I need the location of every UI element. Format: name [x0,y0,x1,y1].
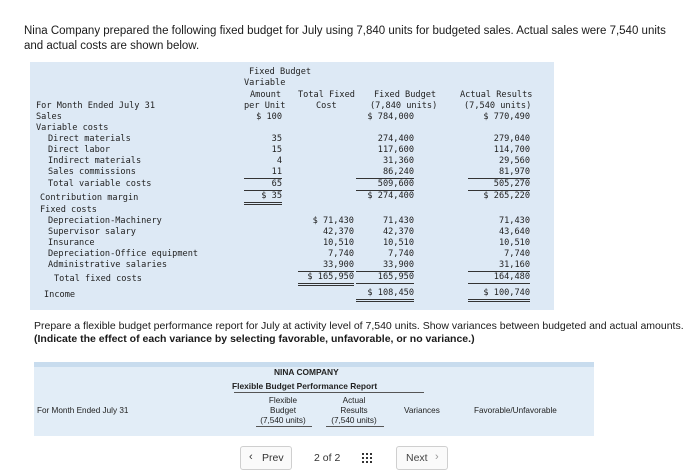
hdr-fixed-budget: Fixed Budget [248,67,312,77]
cell-fixed: 7,740 [328,249,354,259]
col-actual-3: (7,540 units) [331,416,377,425]
title-rule [234,392,424,393]
flex-col-rule [256,426,312,427]
performance-report-table [34,362,594,436]
cell-actual: 279,040 [493,134,530,144]
row-label: Fixed costs [40,205,97,215]
col-actual-2: Results [340,406,368,415]
cell-budget: $ 274,400 [367,191,414,201]
cell-per-unit: $ 35 [244,191,282,205]
cell-budget: 86,240 [356,167,414,179]
instructions-bold: (Indicate the effect of each variance by selecting favorable, unfavorable, or no variance.) [34,333,475,345]
period-label: For Month Ended July 31 [36,101,155,111]
cell-per-unit: 65 [244,179,282,191]
report-title: Flexible Budget Performance Report [232,381,378,391]
row-label: Supervisor salary [48,227,136,237]
cell-budget: 509,600 [356,179,414,191]
grid-icon[interactable] [362,453,372,463]
cell-fixed: $ 165,950 [298,272,354,286]
row-label: Direct labor [48,145,111,155]
row-label: Depreciation-Machinery [48,216,162,226]
cell-budget: $ 784,000 [367,112,414,122]
cell-per-unit: 15 [271,145,282,155]
row-label: Administrative salaries [48,260,167,270]
cell-actual: 43,640 [498,227,530,237]
cell-budget: 33,900 [356,260,414,272]
cell-per-unit: 4 [276,156,282,166]
cell-actual: 7,740 [504,249,530,259]
cell-budget: $ 108,450 [356,288,414,302]
hdr-units-actual: (7,540 units) [464,101,532,111]
cell-fixed: 10,510 [322,238,354,248]
actual-col-rule [326,426,384,427]
cell-actual: 10,510 [498,238,530,248]
hdr-amount: Amount [250,90,282,100]
cell-fixed: 42,370 [322,227,354,237]
problem-intro: Nina Company prepared the following fixed budget for July using 7,840 units for budgeted sales. Actual sales were 7,540 units and actual costs are shown below. [24,25,666,52]
next-button[interactable] [396,446,448,470]
prev-label: Prev [262,452,284,464]
hdr-per-unit: per Unit [244,101,286,111]
cell-per-unit: 35 [271,134,282,144]
cell-actual: 114,700 [493,145,530,155]
instructions [34,320,686,346]
cell-fixed: 33,900 [298,260,354,272]
col-fav-unfav: Favorable/Unfavorable [474,406,557,415]
cell-actual: 31,160 [468,260,530,272]
row-label: Variable costs [36,123,109,133]
row-label: Insurance [48,238,95,248]
col-actual-1: Actual [342,396,366,405]
cell-actual: $ 770,490 [483,112,530,122]
cell-actual: 71,430 [498,216,530,226]
page-current: 2 [314,452,320,464]
cell-budget: 7,740 [388,249,414,259]
cell-per-unit: $ 100 [256,112,282,122]
cell-budget: 274,400 [377,134,414,144]
col-flexible-3: (7,540 units) [260,416,306,425]
row-label: Sales [36,112,62,122]
col-flexible-2: Budget [270,406,296,415]
instructions-text: Prepare a flexible budget performance report for July at activity level of 7,540 units. Show variances between budgeted and actual amounts. [34,320,684,332]
fixed-budget-table [30,62,554,310]
row-label: Depreciation-Office equipment [48,249,199,259]
row-label: Total fixed costs [54,274,142,284]
hdr-cost: Cost [316,101,337,111]
page-indicator [314,452,340,464]
row-label: Direct materials [48,134,131,144]
page-total: of 2 [322,452,341,464]
col-flexible-1: Flexible [268,396,298,405]
cell-budget: 31,360 [382,156,414,166]
report-period: For Month Ended July 31 [37,406,129,415]
hdr-variable: Variable [244,78,286,88]
chevron-left-icon: ‹ [249,451,253,463]
cell-fixed: $ 71,430 [312,216,354,226]
report-company: NINA COMPANY [274,367,339,377]
col-variances: Variances [404,406,440,415]
row-label: Indirect materials [48,156,142,166]
next-label: Next [406,452,428,464]
hdr-fixed-budget-col: Fixed Budget [374,90,437,100]
cell-per-unit: 11 [244,167,282,179]
hdr-actual-results: Actual Results [460,90,533,100]
chevron-right-icon: › [435,451,439,463]
cell-budget: 71,430 [382,216,414,226]
hdr-units-fixed: (7,840 units) [370,101,438,111]
row-label: Income [44,290,76,300]
prev-button[interactable] [240,446,292,470]
cell-actual: 29,560 [498,156,530,166]
cell-actual: $ 100,740 [468,288,530,302]
cell-actual: 164,480 [468,272,530,284]
row-label: Total variable costs [48,179,152,189]
cell-budget: 42,370 [382,227,414,237]
cell-actual: 81,970 [468,167,530,179]
row-label: Contribution margin [40,193,139,203]
cell-budget: 117,600 [377,145,414,155]
hdr-total-fixed: Total Fixed [298,90,355,100]
row-label: Sales commissions [48,167,136,177]
cell-budget: 10,510 [382,238,414,248]
cell-budget: 165,950 [356,272,414,284]
cell-actual: $ 265,220 [483,191,530,201]
cell-actual: 505,270 [468,179,530,191]
